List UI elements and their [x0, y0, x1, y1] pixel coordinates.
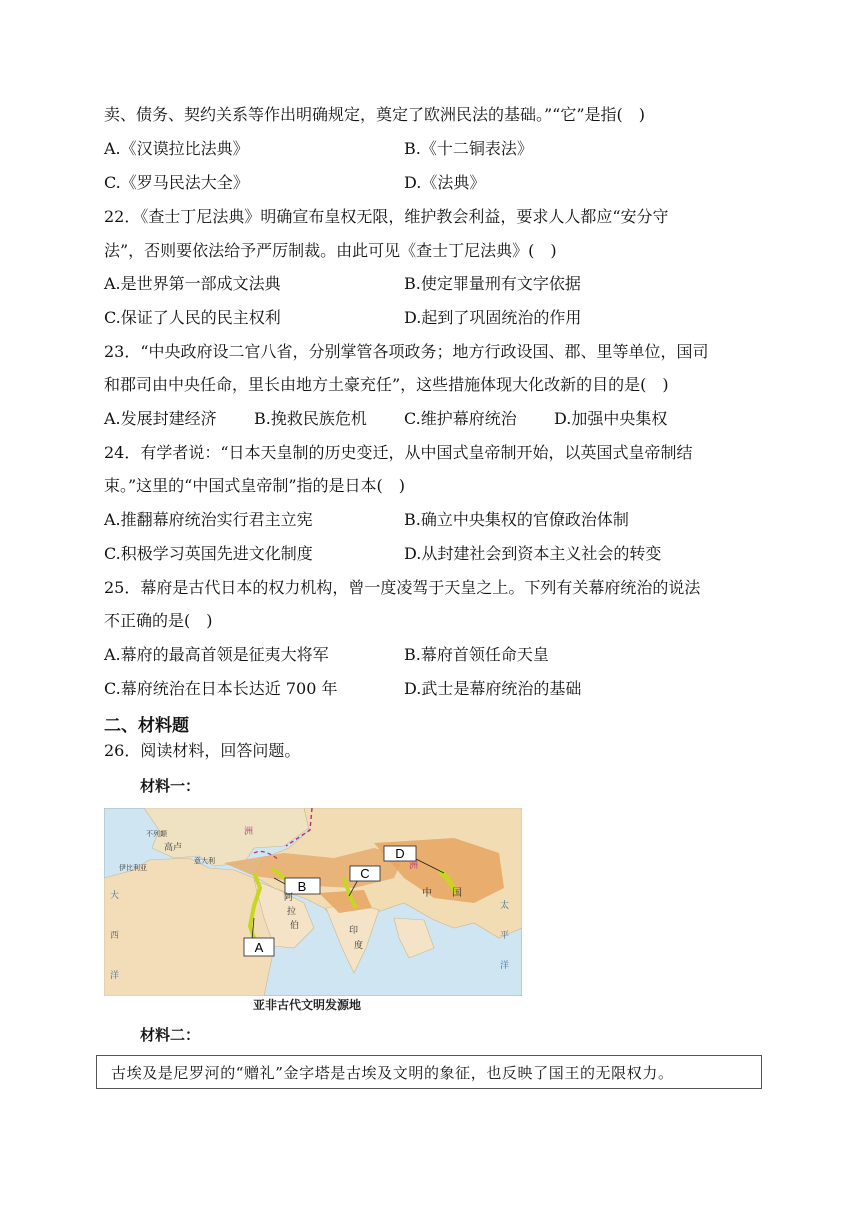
place-china-1: 中 [422, 888, 432, 899]
q23-stem-line2: 和郡司由中央任命，里长由地方土豪充任”，这些措施体现大化改新的目的是( ) [104, 375, 669, 394]
q25-option-c[interactable]: C.幕府统治在日本长达近 700 年 [104, 679, 338, 698]
q24-stem-line2: 束。”这里的“中国式皇帝制”指的是日本( ) [104, 476, 406, 495]
place-gaul: 高卢 [164, 843, 183, 853]
place-pacific-2: 平 [500, 931, 510, 941]
section-heading: 二、材料题 [104, 716, 189, 736]
material2-label: 材料二： [140, 1026, 201, 1044]
q24-option-a[interactable]: A.推翻幕府统治实行君主立宪 [104, 510, 313, 529]
q21-option-d[interactable]: D.《法典》 [404, 173, 486, 192]
q22-option-b[interactable]: B.使定罪量刑有文字依据 [404, 274, 581, 293]
place-italy: 意大利 [194, 857, 215, 865]
q21-option-a[interactable]: A.《汉谟拉比法典》 [104, 139, 249, 158]
q24-option-d[interactable]: D.从封建社会到资本主义社会的转变 [404, 544, 662, 563]
q26-stem: 26．阅读材料，回答问题。 [104, 741, 301, 760]
material2-box [96, 1055, 762, 1089]
place-pacific-3: 洋 [500, 961, 510, 971]
q24-option-b[interactable]: B.确立中央集权的官僚政治体制 [404, 510, 629, 529]
q23-option-b[interactable]: B.挽救民族危机 [254, 409, 367, 428]
place-atlantic-3: 洋 [110, 971, 120, 981]
map-label-d [384, 846, 416, 861]
place-india-2: 度 [354, 941, 364, 951]
q21-option-b[interactable]: B.《十二铜表法》 [404, 139, 533, 158]
map-caption: 亚非古代文明发源地 [253, 998, 362, 1012]
q22-option-d[interactable]: D.起到了巩固统治的作用 [404, 308, 582, 327]
svg-text:B: B [297, 879, 307, 894]
map-label-c [350, 866, 380, 881]
q23-option-c[interactable]: C.维护幕府统治 [404, 409, 517, 428]
q22-stem-line2: 法”，否则要依法给予严厉制裁。由此可见《查士丁尼法典》( ) [104, 241, 557, 260]
map-label-b [285, 878, 320, 894]
q25-option-a[interactable]: A.幕府的最高首领是征夷大将军 [104, 645, 329, 664]
svg-text:C: C [360, 866, 370, 881]
material1-label: 材料一： [140, 777, 201, 795]
place-arabia-3: 伯 [290, 921, 300, 931]
place-iberia: 伊比利亚 [119, 864, 147, 872]
q24-stem-line1: 24．有学者说：“日本天皇制的历史变迁，从中国式皇帝制开始，以英国式皇帝制结 [104, 443, 693, 462]
place-atlantic-1: 大 [110, 891, 120, 901]
place-atlantic-2: 西 [110, 931, 120, 941]
place-arabia-1: 阿 [284, 893, 294, 903]
svg-text:A: A [254, 940, 264, 955]
q23-option-d[interactable]: D.加强中央集权 [554, 409, 668, 428]
svg-text:D: D [395, 846, 405, 861]
q21-stem-line: 卖、债务、契约关系等作出明确规定，奠定了欧洲民法的基础。”“它”是指( ) [104, 105, 646, 124]
map-label-a [244, 938, 274, 956]
material2-text: 古埃及是尼罗河的“赠礼”金字塔是古埃及文明的象征，也反映了国王的无限权力。 [111, 1064, 674, 1082]
q21-option-c[interactable]: C.《罗马民法大全》 [104, 173, 249, 192]
q25-option-d[interactable]: D.武士是幕府统治的基础 [404, 679, 582, 698]
q22-option-a[interactable]: A.是世界第一部成文法典 [104, 274, 281, 293]
q25-stem-line2: 不正确的是( ) [104, 611, 213, 630]
place-asia-zhou: 洲 [409, 861, 419, 871]
place-india-1: 印 [349, 926, 359, 936]
q23-stem-line1: 23．“中央政府设二官八省，分别掌管各项政务；地方行政设国、郡、里等单位，国司 [104, 342, 709, 361]
place-arabia-2: 拉 [287, 907, 297, 917]
q23-option-a[interactable]: A.发展封建经济 [104, 409, 217, 428]
place-britain: 不列颠 [146, 830, 167, 838]
q24-option-c[interactable]: C.积极学习英国先进文化制度 [104, 544, 313, 563]
q25-option-b[interactable]: B.幕府首领任命天皇 [404, 645, 549, 664]
place-europe-zhou: 洲 [244, 827, 254, 837]
q22-stem-line1: 22．《查士丁尼法典》明确宣布皇权无限，维护教会利益，要求人人都应“安分守 [104, 207, 669, 226]
civilization-map [104, 808, 522, 996]
q22-option-c[interactable]: C.保证了人民的民主权利 [104, 308, 281, 327]
place-china-2: 国 [452, 888, 462, 899]
place-pacific-1: 太 [500, 901, 510, 911]
q25-stem-line1: 25．幕府是古代日本的权力机构，曾一度凌驾于天皇之上。下列有关幕府统治的说法 [104, 578, 701, 597]
